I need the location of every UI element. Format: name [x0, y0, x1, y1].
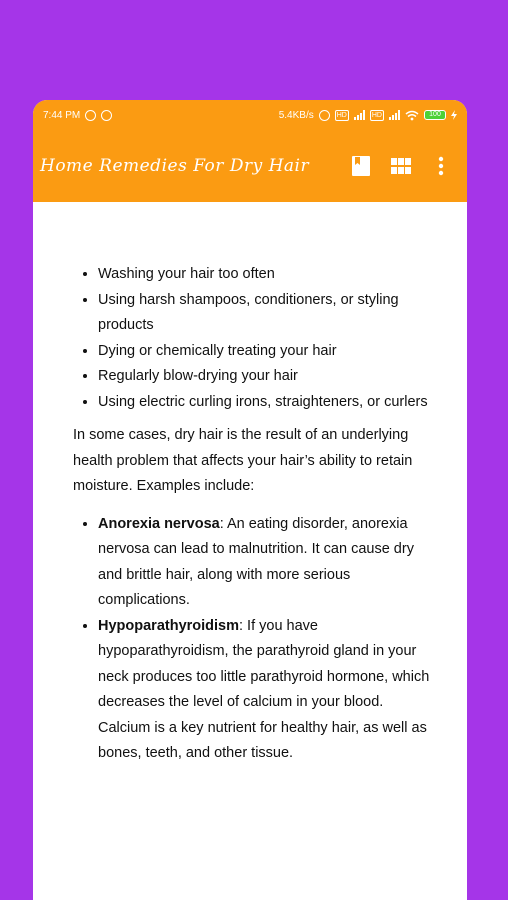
hd-icon: HD	[336, 111, 347, 119]
network-speed: 5.4KB/s	[278, 109, 314, 121]
status-left	[43, 110, 112, 121]
causes-list	[73, 262, 437, 415]
signal-icon	[354, 110, 365, 120]
status-time: 7:44 PM	[43, 109, 81, 121]
app-title: Home Remedies For Dry Hair	[40, 156, 310, 176]
phone-screen	[33, 100, 467, 900]
grid-button[interactable]	[381, 146, 421, 186]
condition-text: : An eating disorder, anorexia nervosa can lead to malnutrition. It can cause dry and brittle hair, along with more serious complications.	[98, 515, 414, 608]
list-item: • Using harsh shampoos, conditioners, or styling products	[98, 288, 437, 339]
wifi-icon	[405, 110, 419, 121]
battery-icon: 100	[424, 110, 446, 120]
condition-text: : If you have hypoparathyroidism, the parathyroid gland in your neck produces too little parathyroid hormone, which decreases the level of calcium in your blood. Calcium is a key nutrient for healthy hair, as well as bones, teeth, and other tissue.	[98, 617, 430, 761]
overflow-menu-button[interactable]	[421, 146, 461, 186]
article-content	[33, 202, 467, 767]
intro-paragraph: In some cases, dry hair is the result of an underlying health problem that affects your hair’s ability to retain moisture. Examples include:	[73, 427, 413, 494]
conditions-list	[73, 512, 437, 767]
signal-icon-2	[389, 110, 400, 120]
condition-term: Anorexia nervosa	[98, 515, 220, 532]
charging-icon	[451, 110, 457, 120]
condition-item	[98, 512, 437, 614]
list-item: • Using electric curling irons, straighteners, or curlers	[98, 390, 437, 416]
condition-term: Hypoparathyroidism	[98, 617, 239, 634]
list-item: • Dying or chemically treating your hair	[98, 339, 437, 365]
condition-item	[98, 614, 437, 767]
app-toolbar	[33, 130, 467, 202]
hd-icon-2: HD	[371, 111, 382, 119]
bookmark-icon	[351, 155, 371, 177]
sync-icon	[85, 110, 96, 121]
list-item: • Regularly blow-drying your hair	[98, 364, 437, 390]
grid-icon	[391, 158, 411, 174]
status-bar	[33, 100, 467, 130]
alarm-icon	[319, 110, 330, 121]
block-icon	[101, 110, 112, 121]
status-right	[279, 110, 457, 121]
list-item: • Washing your hair too often	[98, 262, 437, 288]
more-vert-icon	[438, 156, 444, 176]
bookmark-button[interactable]	[341, 146, 381, 186]
